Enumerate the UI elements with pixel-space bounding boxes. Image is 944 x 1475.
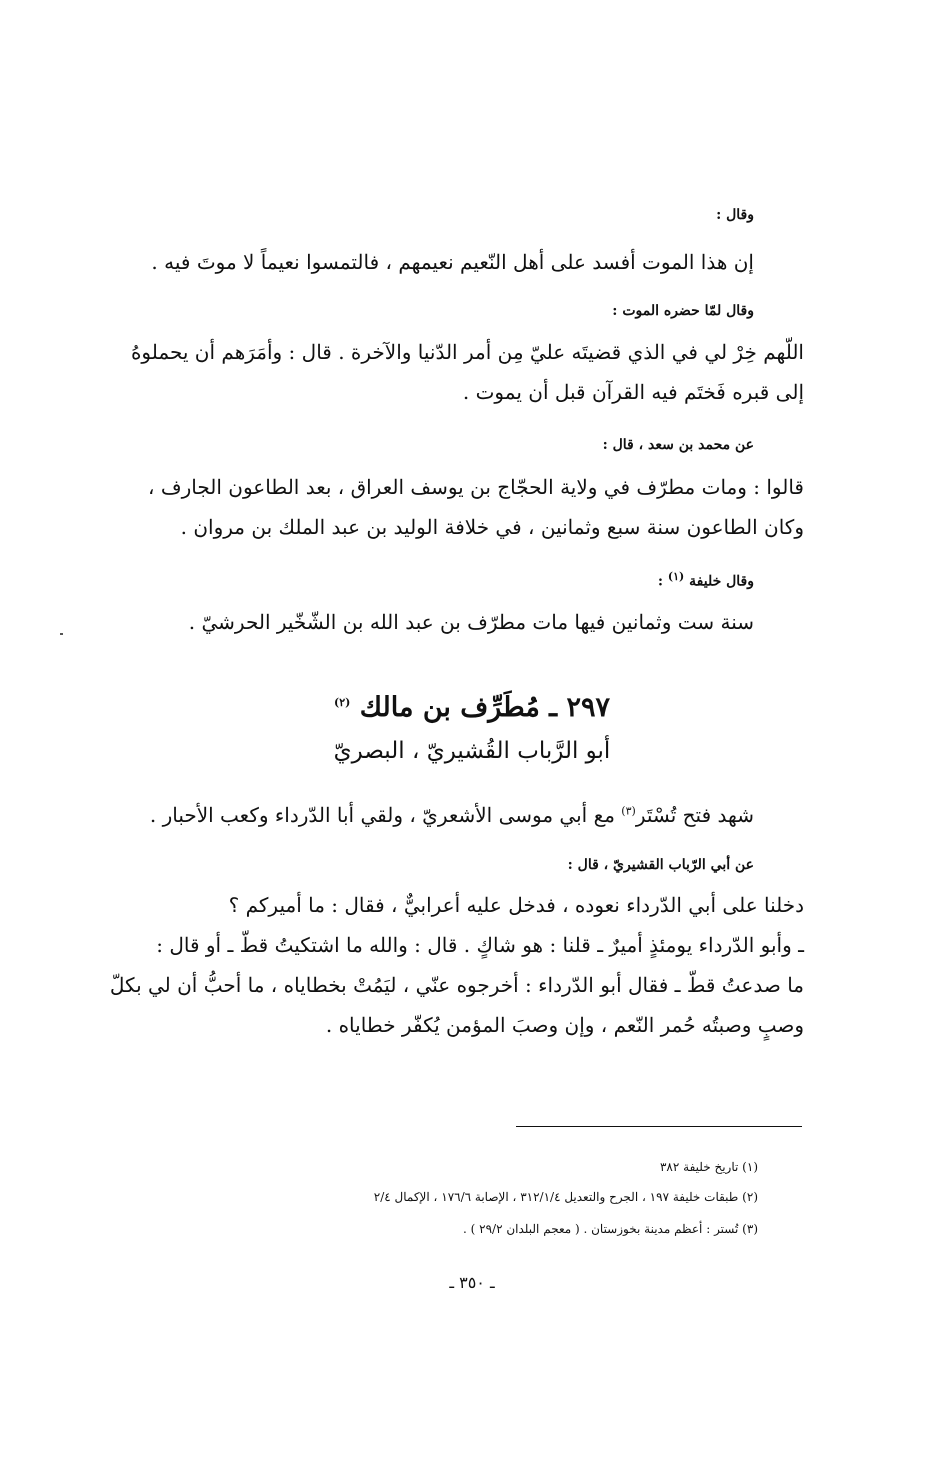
footnote: (٣) تُستر : أعظم مدينة بخوزستان . ( معجم البلدان ٢٩/٢ ) . <box>463 1222 758 1236</box>
narration-line: قالوا : ومات مطرّف في ولاية الحجّاج بن يوسف العراق ، بعد الطاعون الجارف ، <box>148 475 804 499</box>
intro-colon: : <box>657 573 664 590</box>
narration-line: سنة ست وثمانين فيها مات مطرّف بن عبد الله بن الشّخّير الحرشيّ . <box>188 610 754 634</box>
bio-text: شهد فتح تُسْتَر <box>635 803 754 827</box>
scan-speck <box>60 633 63 635</box>
quote-line: إن هذا الموت أفسد على أهل النّعيم نعيمهم ، فالتمسوا نعيماً لا موتَ فيه . <box>151 250 754 274</box>
intro-text: وقال خليفة <box>689 573 754 590</box>
narration-line: وصبٍ وصبتُه حُمر النّعم ، وإن وصبَ المؤمن يُكفّر خطاياه . <box>325 1013 804 1037</box>
entry-title-text: ٢٩٧ ـ مُطَرِّف بن مالك <box>359 692 611 723</box>
footnote-marker: (٢) <box>333 696 351 709</box>
page-number: ـ ٣٥٠ ـ <box>449 1273 495 1292</box>
footnote: (١) تاريخ خليفة ٣٨٢ <box>659 1160 758 1174</box>
entry-subtitle: أبو الرَّباب القُشيريّ ، البصريّ <box>333 738 611 764</box>
narration-line: دخلنا على أبي الدّرداء نعوده ، فدخل عليه أعرابيٌّ ، فقال : ما أميركم ؟ <box>228 893 804 917</box>
section-intro: وقال لمّا حضره الموت : <box>612 303 754 319</box>
narration-line: ما صدعتُ قطّ ـ فقال أبو الدّرداء : أخرجوه عنّي ، ليَمُتْ بخطاياه ، ما أحبُّ أن لي بكلّ <box>109 973 804 997</box>
section-intro <box>134 570 754 590</box>
entry-title <box>0 692 944 723</box>
footnote: (٢) طبقات خليفة ١٩٧ ، الجرح والتعديل ٣١٢/١/٤ ، الإصابة ١٧٦/٦ ، الإكمال ٢/٤ <box>373 1190 758 1204</box>
narration-line: ـ وأبو الدّرداء يومئذٍ أميرٌ ـ قلنا : هو شاكٍ . قال : والله ما اشتكيتُ قطّ ـ أو قال : <box>156 933 804 957</box>
footnote-marker: (٣) <box>621 804 636 818</box>
bio-text: مع أبي موسى الأشعريّ ، ولقي أبا الدّرداء وكعب الأحبار . <box>149 803 615 827</box>
footnote-divider <box>516 1126 802 1127</box>
bio-line <box>134 803 754 827</box>
section-intro: عن أبي الرّباب القشيريّ ، قال : <box>567 857 754 873</box>
quote-line: إلى قبره فَختَم فيه القرآن قبل أن يموت . <box>462 380 804 404</box>
footnote-marker: (١) <box>667 570 685 583</box>
section-intro: وقال : <box>716 207 754 223</box>
quote-line: اللّهم خِرْ لي في الذي قضيتَه عليّ مِن أمر الدّنيا والآخرة . قال : وأمَرَهم أن يحملوهُ <box>130 340 804 364</box>
narration-line: وكان الطاعون سنة سبع وثمانين ، في خلافة الوليد بن عبد الملك بن مروان . <box>180 515 804 539</box>
section-intro: عن محمد بن سعد ، قال : <box>602 437 754 453</box>
